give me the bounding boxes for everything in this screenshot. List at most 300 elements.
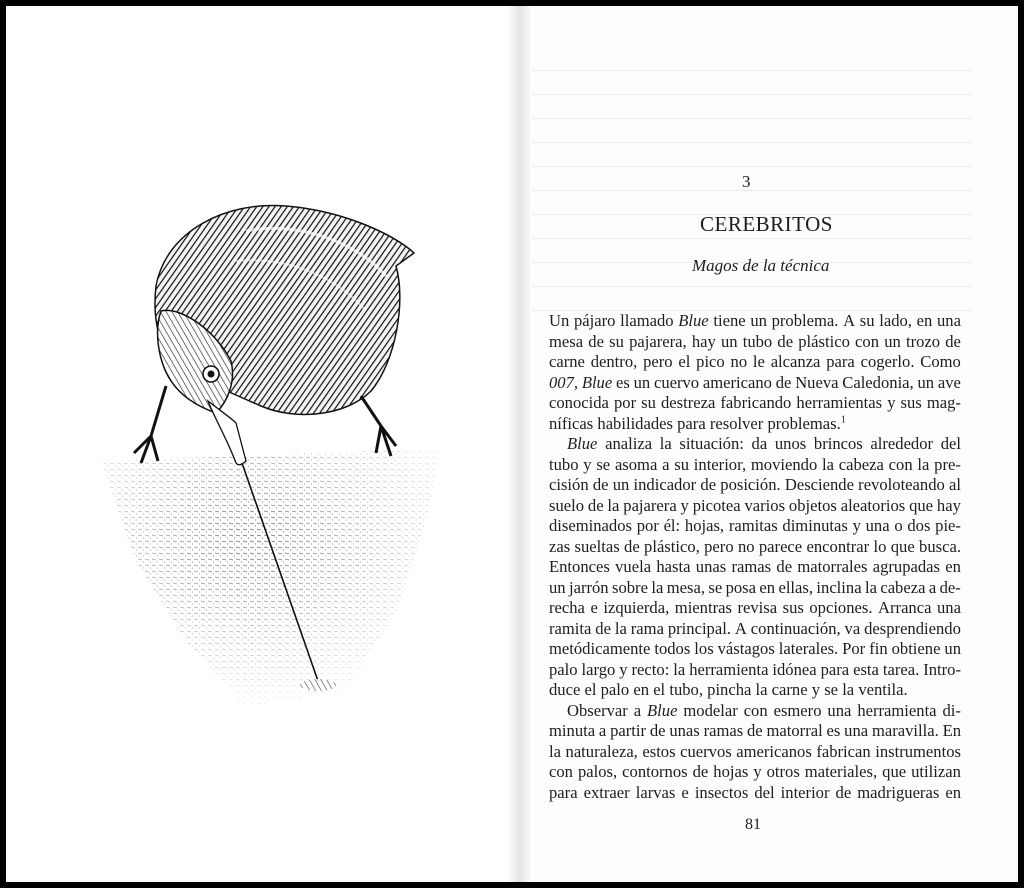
text-fragment: pero: [704, 536, 734, 556]
word: [605, 434, 652, 455]
text-fragment: rama: [630, 618, 664, 638]
text-fragment: un: [612, 475, 630, 494]
text-fragment: herramientas: [796, 393, 883, 412]
text-fragment: materiales,: [804, 762, 878, 781]
word: [821, 660, 850, 681]
text-fragment: la: [651, 577, 664, 597]
word: [735, 619, 747, 640]
text-fragment: destreza: [660, 393, 716, 412]
word: [879, 311, 912, 332]
word: [708, 578, 722, 599]
text-fragment: alrededor: [870, 434, 934, 453]
word: [656, 557, 690, 578]
word: [824, 680, 838, 701]
text-line: [549, 516, 961, 537]
text-fragment: tarea.: [882, 659, 920, 679]
text-fragment: opciones.: [809, 598, 873, 617]
word: [591, 352, 638, 373]
word: [634, 373, 651, 394]
word: [692, 332, 716, 353]
word: [619, 660, 627, 681]
word: [842, 639, 865, 660]
word: [622, 762, 687, 783]
text-fragment: tubo: [742, 331, 773, 351]
word: [869, 639, 887, 660]
text-fragment: tiene: [713, 311, 746, 330]
word: [738, 537, 755, 558]
word: [597, 414, 673, 435]
word: [778, 578, 813, 599]
text-fragment: no: [730, 352, 748, 371]
word: [632, 660, 670, 681]
word: [549, 393, 609, 414]
text-fragment: herramienta: [689, 659, 769, 679]
word: [599, 721, 606, 742]
text-fragment: en: [759, 577, 776, 597]
text-fragment: su: [609, 331, 624, 351]
word: [889, 455, 913, 476]
word: [679, 434, 744, 455]
text-fragment: y: [619, 659, 628, 679]
text-fragment: analiza: [605, 434, 653, 453]
text-fragment: ellas,: [778, 577, 814, 597]
text-fragment: a: [662, 454, 670, 474]
text-fragment: pajarera,: [629, 331, 687, 351]
word: [633, 680, 649, 701]
text-fragment: suelo: [549, 495, 585, 515]
text-fragment: un: [633, 372, 651, 392]
text-fragment: americano: [702, 372, 772, 392]
text-fragment: o: [894, 516, 903, 535]
word: [807, 537, 870, 558]
word: [777, 332, 793, 353]
text-fragment: la: [659, 434, 672, 453]
word: [549, 783, 578, 804]
text-fragment: asoma: [614, 454, 658, 474]
text-fragment: una: [937, 598, 961, 617]
text-line: [549, 783, 961, 804]
word: [583, 455, 591, 476]
text-fragment: ramita: [549, 618, 592, 638]
word: [616, 373, 630, 394]
word: [839, 455, 884, 476]
text-fragment: unos: [774, 434, 807, 453]
word: [872, 721, 939, 742]
text-fragment: metódicamente: [549, 639, 651, 658]
word: [607, 496, 619, 517]
word: [814, 434, 863, 455]
text-fragment: busca.: [919, 536, 961, 556]
word: [603, 598, 669, 619]
text-fragment: vuela: [615, 557, 652, 576]
word: [753, 352, 765, 373]
word: [642, 742, 675, 763]
text-fragment: el: [678, 352, 691, 371]
word: [729, 516, 778, 537]
word: [637, 516, 659, 537]
word: [662, 455, 669, 476]
text-fragment: pero: [643, 352, 673, 371]
text-fragment: su: [859, 311, 875, 330]
text-fragment: naturaleza,: [565, 741, 638, 761]
text-fragment: principal.: [667, 618, 731, 638]
text-fragment: palo: [549, 659, 578, 679]
text-fragment: lado,: [879, 311, 912, 330]
text-fragment: mag-: [926, 393, 961, 412]
word: [681, 783, 688, 804]
word: [744, 701, 768, 722]
text-line: [549, 701, 961, 722]
text-fragment: extraer: [583, 782, 630, 802]
word: [695, 783, 748, 804]
text-fragment: contornos: [622, 762, 688, 781]
word: [549, 721, 595, 742]
word: [549, 660, 578, 681]
text-fragment: dentro,: [590, 352, 638, 371]
text-fragment: aleatorios: [840, 495, 906, 515]
word: [836, 783, 852, 804]
word: [636, 783, 676, 804]
text-fragment: para: [820, 659, 850, 679]
text-fragment: Desciende: [784, 475, 854, 494]
text-fragment: plástico: [798, 331, 850, 351]
word: [866, 516, 890, 537]
text-fragment: larvas: [635, 782, 676, 802]
word: [634, 475, 697, 496]
italic-text: 007,: [549, 372, 579, 392]
word: [860, 311, 875, 332]
text-fragment: un: [720, 331, 738, 351]
word: [816, 742, 870, 763]
text-fragment: la: [755, 680, 768, 699]
text-fragment: esmero: [773, 700, 822, 720]
text-fragment: A: [843, 311, 856, 330]
text-line: [549, 639, 961, 660]
word: [853, 516, 861, 537]
text-fragment: hay: [691, 331, 716, 351]
text-fragment: objetos: [788, 495, 837, 515]
word: [937, 598, 961, 619]
word: [669, 721, 699, 742]
text-fragment: hasta: [656, 557, 691, 576]
word: [549, 762, 573, 783]
text-fragment: con: [855, 331, 880, 351]
text-fragment: problemas.: [767, 413, 841, 433]
text-fragment: conocida: [549, 393, 609, 412]
text-fragment: indicador: [633, 475, 697, 494]
word: [785, 475, 854, 496]
text-fragment: de: [624, 536, 640, 556]
text-line: [549, 578, 961, 599]
text-fragment: madrigueras: [857, 782, 940, 802]
word: [721, 332, 738, 353]
word: [883, 660, 919, 681]
word: [641, 393, 656, 414]
word: [549, 332, 583, 353]
text-fragment: inclina: [816, 577, 862, 597]
word: [653, 680, 665, 701]
text-fragment: mientras: [674, 598, 732, 617]
word: [743, 332, 773, 353]
text-fragment: diminutas: [782, 516, 848, 535]
text-line: [549, 332, 961, 353]
text-line: [549, 352, 961, 373]
text-fragment: posición.: [720, 475, 781, 494]
text-fragment: la: [842, 680, 855, 699]
text-fragment: Arranca: [878, 598, 932, 617]
text-fragment: un: [549, 577, 566, 597]
word: [731, 352, 748, 373]
text-fragment: e: [590, 598, 598, 617]
word: [858, 680, 907, 701]
word: [797, 557, 867, 578]
word: [668, 619, 731, 640]
text-fragment: al: [949, 475, 961, 494]
text-fragment: a: [598, 721, 607, 740]
word: [911, 762, 961, 783]
word: [776, 373, 792, 394]
word: [549, 352, 585, 373]
word: [675, 598, 732, 619]
word: [884, 332, 901, 353]
word: [891, 537, 915, 558]
text-fragment: la: [673, 659, 686, 679]
text-fragment: idónea: [772, 659, 817, 679]
text-fragment: que: [909, 495, 934, 515]
word: [865, 578, 877, 599]
text-fragment: modelar: [683, 700, 738, 720]
text-fragment: una: [865, 516, 890, 535]
text-fragment: e: [681, 782, 689, 802]
text-fragment: americanos: [736, 741, 812, 761]
text-fragment: moviendo: [750, 454, 818, 474]
word: [853, 660, 879, 681]
paragraph: [549, 311, 961, 434]
text-fragment: para: [677, 413, 706, 433]
word: [795, 373, 838, 394]
text-fragment: ventila.: [858, 680, 908, 699]
word: [718, 639, 775, 660]
word: [549, 311, 569, 332]
word: [841, 496, 906, 517]
text-fragment: se: [708, 577, 723, 597]
text-fragment: de: [588, 331, 604, 351]
chapter-subtitle: Magos de la técnica: [692, 256, 830, 275]
text-fragment: llamado: [620, 311, 674, 330]
word: [861, 352, 915, 373]
word: [789, 496, 837, 517]
text-fragment: Nueva: [795, 372, 839, 392]
text-fragment: sueltas: [574, 536, 620, 556]
word: [643, 352, 673, 373]
text-fragment: laterales.: [778, 639, 839, 658]
text-fragment: partir: [610, 721, 647, 740]
text-fragment: hojas,: [684, 516, 725, 535]
text-fragment: de: [649, 721, 666, 740]
text-fragment: hay: [936, 495, 961, 515]
word: [696, 557, 726, 578]
chapter-number: 3: [742, 172, 751, 191]
text-fragment: vástagos: [717, 639, 775, 658]
text-line: [549, 598, 961, 619]
text-fragment: instrumentos: [875, 741, 961, 761]
word: [549, 414, 593, 435]
text-fragment: problema.: [771, 311, 839, 330]
text-fragment: largo: [581, 659, 616, 679]
italic-text: Blue: [581, 372, 613, 392]
word: [917, 311, 933, 332]
text-fragment: la: [614, 618, 627, 638]
body-text: [549, 311, 961, 803]
text-fragment: recha: [549, 598, 585, 617]
word: [826, 352, 855, 373]
word: [549, 373, 578, 394]
word: [620, 311, 673, 332]
word: [678, 311, 708, 332]
word: [945, 783, 961, 804]
word: [873, 557, 940, 578]
text-fragment: de: [592, 475, 609, 494]
word: [779, 639, 838, 660]
word: [588, 496, 604, 517]
word: [892, 639, 941, 660]
text-fragment: fin: [869, 639, 888, 658]
text-fragment: níficas: [549, 413, 594, 433]
text-fragment: mesa,: [666, 577, 705, 597]
word: [631, 619, 664, 640]
text-fragment: Un: [549, 311, 570, 330]
word: [610, 721, 646, 742]
word: [857, 783, 939, 804]
word: [685, 516, 724, 537]
word: [782, 516, 847, 537]
word: [549, 455, 579, 476]
paragraph: [549, 434, 961, 701]
text-fragment: se: [596, 454, 611, 474]
text-fragment: pico: [696, 352, 725, 371]
word: [774, 701, 822, 722]
text-line: [549, 475, 961, 496]
text-fragment: zas: [549, 536, 571, 556]
text-fragment: palo: [600, 680, 630, 699]
word: [615, 557, 651, 578]
word: [549, 578, 566, 599]
footnote-marker: 1: [840, 413, 846, 425]
word: [945, 332, 961, 353]
paragraph: [549, 701, 961, 804]
text-fragment: sobre: [612, 577, 648, 597]
word: [634, 701, 641, 722]
text-fragment: de: [587, 495, 604, 515]
text-fragment: le: [752, 352, 765, 371]
text-fragment: Intro-: [923, 659, 961, 679]
word: [566, 742, 638, 763]
text-fragment: trozo: [905, 331, 941, 351]
italic-text: Blue: [647, 700, 678, 720]
word: [651, 578, 663, 599]
word: [696, 352, 725, 373]
text-fragment: para: [549, 782, 578, 802]
text-fragment: él:: [663, 516, 681, 535]
word: [678, 352, 690, 373]
text-fragment: di-: [942, 700, 961, 720]
text-fragment: revoloteando: [858, 475, 945, 494]
word: [549, 742, 561, 763]
text-fragment: del: [754, 782, 775, 802]
text-fragment: de: [595, 618, 611, 638]
word: [575, 537, 620, 558]
text-fragment: ave: [937, 372, 961, 392]
text-fragment: tubo,: [669, 680, 703, 699]
word: [704, 537, 734, 558]
text-fragment: cisión: [549, 475, 589, 494]
word: [875, 742, 961, 763]
word: [654, 373, 699, 394]
crow-illustration-icon: [96, 191, 456, 721]
word: [767, 414, 845, 435]
text-fragment: revisa: [737, 598, 778, 617]
text-fragment: picotea: [692, 495, 741, 515]
word: [683, 701, 737, 722]
word: [584, 680, 596, 701]
word: [934, 455, 961, 476]
word: [941, 434, 961, 455]
text-fragment: Caledonia,: [842, 372, 914, 392]
text-fragment: un: [917, 372, 935, 392]
text-fragment: minuta: [549, 721, 596, 740]
text-fragment: cabeza: [880, 577, 926, 597]
word: [937, 311, 961, 332]
word: [744, 496, 785, 517]
word: [944, 639, 961, 660]
word: [759, 537, 802, 558]
word: [673, 660, 685, 681]
text-fragment: pie-: [935, 516, 961, 535]
text-fragment: del: [940, 434, 961, 453]
word: [842, 680, 854, 701]
word: [609, 332, 624, 353]
word: [844, 721, 868, 742]
text-fragment: pájaro: [573, 311, 616, 330]
text-fragment: la: [607, 495, 620, 515]
text-fragment: cogerlo.: [860, 352, 915, 371]
word: [756, 680, 768, 701]
chapter-title: CEREBRITOS: [700, 212, 833, 236]
word: [909, 496, 933, 517]
text-fragment: sus: [782, 598, 804, 617]
text-fragment: con: [549, 762, 573, 781]
word: [549, 557, 610, 578]
word: [669, 680, 703, 701]
word: [549, 639, 650, 660]
text-line: [549, 557, 961, 578]
text-fragment: es: [826, 721, 841, 740]
word: [855, 332, 879, 353]
word: [901, 393, 922, 414]
word: [927, 393, 961, 414]
word: [894, 516, 902, 537]
text-fragment: un: [944, 639, 961, 658]
text-fragment: de: [700, 475, 717, 494]
text-fragment: resolver: [709, 413, 764, 433]
text-fragment: Entonces: [549, 557, 610, 576]
word: [935, 516, 961, 537]
word: [940, 578, 961, 599]
text-fragment: fabrican: [816, 741, 871, 761]
text-fragment: con: [743, 700, 768, 720]
word: [615, 619, 627, 640]
word: [601, 680, 630, 701]
